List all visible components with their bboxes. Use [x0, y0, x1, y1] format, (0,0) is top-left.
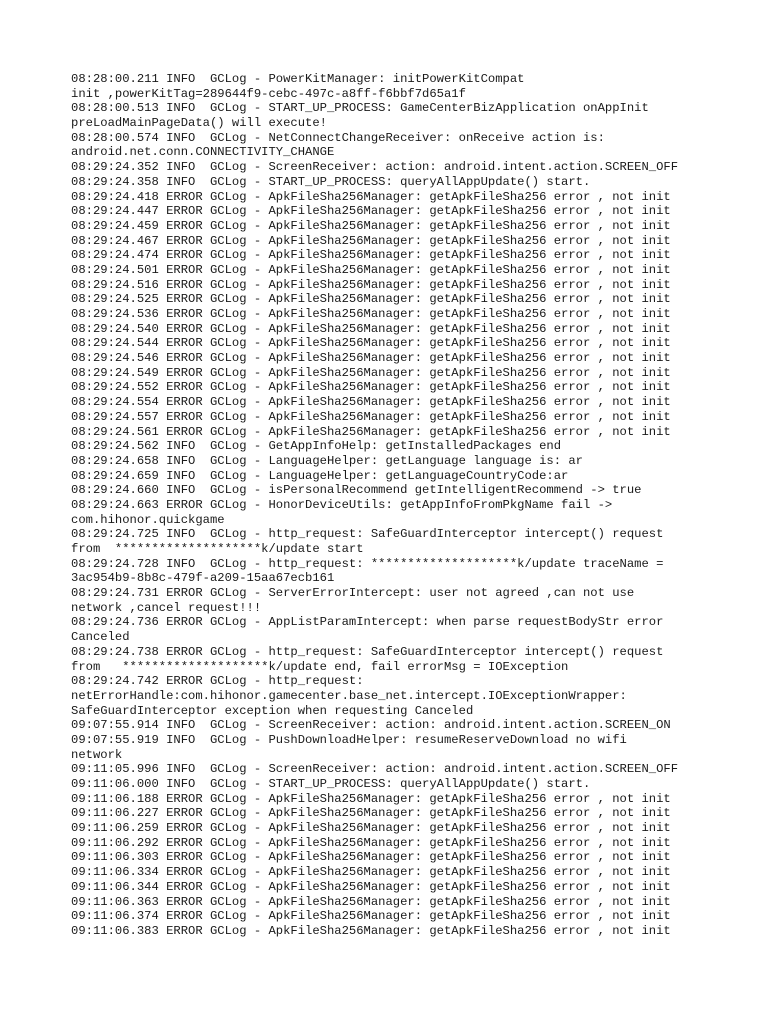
log-line: netErrorHandle:com.hihonor.gamecenter.base_net.intercept.IOExceptionWrapper:	[71, 688, 627, 703]
log-line: 08:29:24.557 ERROR GCLog - ApkFileSha256Manager: getApkFileSha256 error , not init	[71, 409, 671, 424]
log-line: 08:29:24.552 ERROR GCLog - ApkFileSha256Manager: getApkFileSha256 error , not init	[71, 380, 671, 395]
log-line: 09:11:06.000 INFO GCLog - START_UP_PROCESS: queryAllAppUpdate() start.	[71, 777, 591, 791]
log-line: 08:28:00.513 INFO GCLog - START_UP_PROCESS: GameCenterBizApplication onAppInit	[71, 101, 649, 116]
log-line: 08:29:24.516 ERROR GCLog - ApkFileSha256Manager: getApkFileSha256 error , not init	[71, 277, 671, 292]
log-line: 09:11:06.188 ERROR GCLog - ApkFileSha256Manager: getApkFileSha256 error , not init	[71, 791, 671, 806]
log-line: 08:29:24.554 ERROR GCLog - ApkFileSha256Manager: getApkFileSha256 error , not init	[71, 395, 671, 410]
log-line: 09:11:06.334 ERROR GCLog - ApkFileSha256Manager: getApkFileSha256 error , not init	[71, 865, 671, 880]
log-line: 08:29:24.738 ERROR GCLog - http_request: SafeGuardInterceptor intercept() request	[71, 644, 664, 659]
log-line: Canceled	[71, 630, 130, 645]
log-line: preLoadMainPageData() will execute!	[71, 116, 327, 131]
log-line: 08:29:24.561 ERROR GCLog - ApkFileSha256Manager: getApkFileSha256 error , not init	[71, 424, 671, 439]
log-line: 09:07:55.919 INFO GCLog - PushDownloadHelper: resumeReserveDownload no wifi	[71, 732, 627, 747]
log-line: 08:29:24.352 INFO GCLog - ScreenReceiver: action: android.intent.action.SCREEN_OFF	[71, 160, 679, 175]
log-line: 08:29:24.742 ERROR GCLog - http_request:	[71, 674, 364, 689]
log-line: 08:28:00.211 INFO GCLog - PowerKitManager: initPowerKitCompat	[71, 72, 525, 86]
log-line: 08:29:24.474 ERROR GCLog - ApkFileSha256Manager: getApkFileSha256 error , not init	[71, 248, 671, 263]
log-line: 09:07:55.914 INFO GCLog - ScreenReceiver: action: android.intent.action.SCREEN_ON	[71, 718, 671, 733]
log-line: 08:29:24.467 ERROR GCLog - ApkFileSha256Manager: getApkFileSha256 error , not init	[71, 233, 671, 248]
log-line: 08:29:24.540 ERROR GCLog - ApkFileSha256Manager: getApkFileSha256 error , not init	[71, 321, 671, 336]
log-line: 08:29:24.546 ERROR GCLog - ApkFileSha256Manager: getApkFileSha256 error , not init	[71, 351, 671, 366]
log-line: 08:29:24.501 ERROR GCLog - ApkFileSha256Manager: getApkFileSha256 error , not init	[71, 262, 671, 277]
log-line: 09:11:06.383 ERROR GCLog - ApkFileSha256Manager: getApkFileSha256 error , not init	[71, 923, 671, 938]
log-line: 08:28:00.574 INFO GCLog - NetConnectChangeReceiver: onReceive action is:	[71, 130, 605, 145]
log-line: 08:29:24.447 ERROR GCLog - ApkFileSha256Manager: getApkFileSha256 error , not init	[71, 204, 671, 219]
log-line: 08:29:24.728 INFO GCLog - http_request: ********************k/update traceName =	[71, 556, 664, 571]
log-line: 08:29:24.660 INFO GCLog - isPersonalRecommend getIntelligentRecommend -> true	[71, 483, 642, 498]
log-line: from ********************k/update start	[71, 542, 364, 556]
log-line: SafeGuardInterceptor exception when requesting Canceled	[71, 703, 474, 718]
log-line: network ,cancel request!!!	[71, 600, 262, 615]
log-line: init ,powerKitTag=289644f9-cebc-497c-a8ff-f6bbf7d65a1f	[71, 86, 466, 101]
log-line: 08:29:24.658 INFO GCLog - LanguageHelper: getLanguage language is: ar	[71, 453, 583, 468]
log-line: android.net.conn.CONNECTIVITY_CHANGE	[71, 145, 335, 160]
log-line: 08:29:24.549 ERROR GCLog - ApkFileSha256Manager: getApkFileSha256 error , not init	[71, 365, 671, 380]
log-line: 09:11:06.344 ERROR GCLog - ApkFileSha256Manager: getApkFileSha256 error , not init	[71, 879, 671, 894]
log-line: 08:29:24.731 ERROR GCLog - ServerErrorIntercept: user not agreed ,can not use	[71, 586, 635, 601]
log-line: from ********************k/update end, fail errorMsg = IOException	[71, 659, 569, 674]
log-line: 08:29:24.358 INFO GCLog - START_UP_PROCESS: queryAllAppUpdate() start.	[71, 174, 591, 189]
log-line: com.hihonor.quickgame	[71, 512, 225, 527]
log-line: 08:29:24.659 INFO GCLog - LanguageHelper: getLanguageCountryCode:ar	[71, 468, 569, 483]
log-line: 08:29:24.562 INFO GCLog - GetAppInfoHelp: getInstalledPackages end	[71, 439, 562, 454]
log-line: 09:11:05.996 INFO GCLog - ScreenReceiver: action: android.intent.action.SCREEN_OFF	[71, 762, 679, 777]
log-line: 08:29:24.663 ERROR GCLog - HonorDeviceUtils: getAppInfoFromPkgName fail ->	[71, 497, 613, 512]
log-line: 09:11:06.303 ERROR GCLog - ApkFileSha256Manager: getApkFileSha256 error , not init	[71, 850, 671, 865]
log-line: 08:29:24.525 ERROR GCLog - ApkFileSha256Manager: getApkFileSha256 error , not init	[71, 292, 671, 307]
log-line: network	[71, 747, 123, 762]
log-line: 3ac954b9-8b8c-479f-a209-15aa67ecb161	[71, 571, 335, 586]
log-line: 08:29:24.536 ERROR GCLog - ApkFileSha256Manager: getApkFileSha256 error , not init	[71, 307, 671, 321]
log-line: 08:29:24.544 ERROR GCLog - ApkFileSha256Manager: getApkFileSha256 error , not init	[71, 336, 671, 351]
log-line: 08:29:24.418 ERROR GCLog - ApkFileSha256Manager: getApkFileSha256 error , not init	[71, 189, 671, 204]
log-line: 09:11:06.374 ERROR GCLog - ApkFileSha256Manager: getApkFileSha256 error , not init	[71, 909, 671, 924]
log-line: 09:11:06.227 ERROR GCLog - ApkFileSha256Manager: getApkFileSha256 error , not init	[71, 806, 671, 821]
log-text-block	[71, 72, 751, 939]
log-line: 09:11:06.292 ERROR GCLog - ApkFileSha256Manager: getApkFileSha256 error , not init	[71, 835, 671, 850]
log-line: 08:29:24.459 ERROR GCLog - ApkFileSha256Manager: getApkFileSha256 error , not init	[71, 218, 671, 233]
log-line: 08:29:24.736 ERROR GCLog - AppListParamIntercept: when parse requestBodyStr error	[71, 615, 664, 630]
log-line: 09:11:06.259 ERROR GCLog - ApkFileSha256Manager: getApkFileSha256 error , not init	[71, 821, 671, 836]
log-line: 08:29:24.725 INFO GCLog - http_request: SafeGuardInterceptor intercept() request	[71, 527, 664, 542]
log-line: 09:11:06.363 ERROR GCLog - ApkFileSha256Manager: getApkFileSha256 error , not init	[71, 894, 671, 909]
